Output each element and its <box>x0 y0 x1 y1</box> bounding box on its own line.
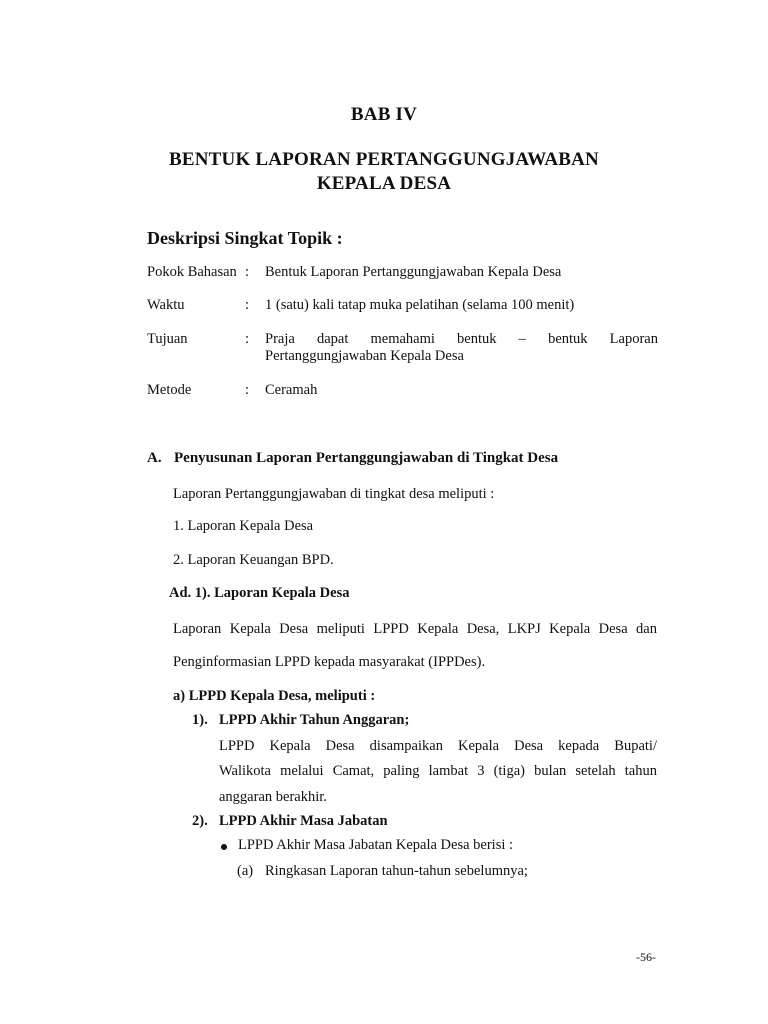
topic-value-tujuan-line-2: Pertanggungjawaban Kepala Desa <box>265 348 464 364</box>
section-a-heading: Penyusunan Laporan Pertanggungjawaban di Tingkat Desa <box>174 450 559 466</box>
section-a-marker: A. <box>147 450 162 466</box>
topic-sep: : <box>245 331 250 347</box>
topic-label-metode: Metode <box>147 382 192 398</box>
topic-heading: Deskripsi Singkat Topik : <box>147 228 343 248</box>
ad1-heading: Ad. 1). Laporan Kepala Desa <box>169 585 350 601</box>
item-1-number: 1). <box>192 712 208 728</box>
topic-value-pokok-bahasan: Bentuk Laporan Pertanggungjawaban Kepala Desa <box>265 264 562 280</box>
item-2-number: 2). <box>192 813 208 829</box>
item-2-sub-marker: (a) <box>237 863 254 879</box>
topic-label-tujuan: Tujuan <box>147 331 188 347</box>
section-a-intro: Laporan Pertanggungjawaban di tingkat desa meliputi : <box>173 486 495 502</box>
list-item: 1. Laporan Kepala Desa <box>173 518 314 534</box>
item-2-sub-text: Ringkasan Laporan tahun-tahun sebelumnya; <box>265 863 528 879</box>
item-2-bullet-text: LPPD Akhir Masa Jabatan Kepala Desa berisi : <box>238 837 514 853</box>
topic-sep: : <box>245 264 250 280</box>
page-number: -56- <box>636 950 656 964</box>
topic-value-metode: Ceramah <box>265 382 318 398</box>
item-1-line-2: Walikota melalui Camat, paling lambat 3 (tiga) bulan setelah tahun <box>219 763 657 779</box>
topic-label-waktu: Waktu <box>147 297 185 313</box>
topic-label-pokok-bahasan: Pokok Bahasan <box>147 264 237 280</box>
bullet-icon <box>221 844 227 850</box>
list-item: 2. Laporan Keuangan BPD. <box>173 552 334 568</box>
chapter-number: BAB IV <box>350 104 418 125</box>
topic-sep: : <box>245 297 250 313</box>
ad1-paragraph-line-1: Laporan Kepala Desa meliputi LPPD Kepala Desa, LKPJ Kepala Desa dan <box>173 621 657 637</box>
chapter-title-line-1: BENTUK LAPORAN PERTANGGUNGJAWABAN <box>169 149 599 170</box>
ad1-paragraph-line-2: Penginformasian LPPD kepada masyarakat (IPPDes). <box>173 654 486 670</box>
chapter-title-line-2: KEPALA DESA <box>316 173 452 194</box>
item-1-line-1: LPPD Kepala Desa disampaikan Kepala Desa kepada Bupati/ <box>219 738 657 754</box>
item-1-line-3: anggaran berakhir. <box>219 789 327 805</box>
topic-value-tujuan-line-1: Praja dapat memahami bentuk – bentuk Laporan <box>265 331 658 347</box>
sub-a-heading: a) LPPD Kepala Desa, meliputi : <box>173 688 376 704</box>
item-2-heading: LPPD Akhir Masa Jabatan <box>219 813 388 829</box>
item-1-heading: LPPD Akhir Tahun Anggaran; <box>219 712 410 728</box>
topic-value-waktu: 1 (satu) kali tatap muka pelatihan (selama 100 menit) <box>265 297 575 313</box>
topic-sep: : <box>245 382 250 398</box>
